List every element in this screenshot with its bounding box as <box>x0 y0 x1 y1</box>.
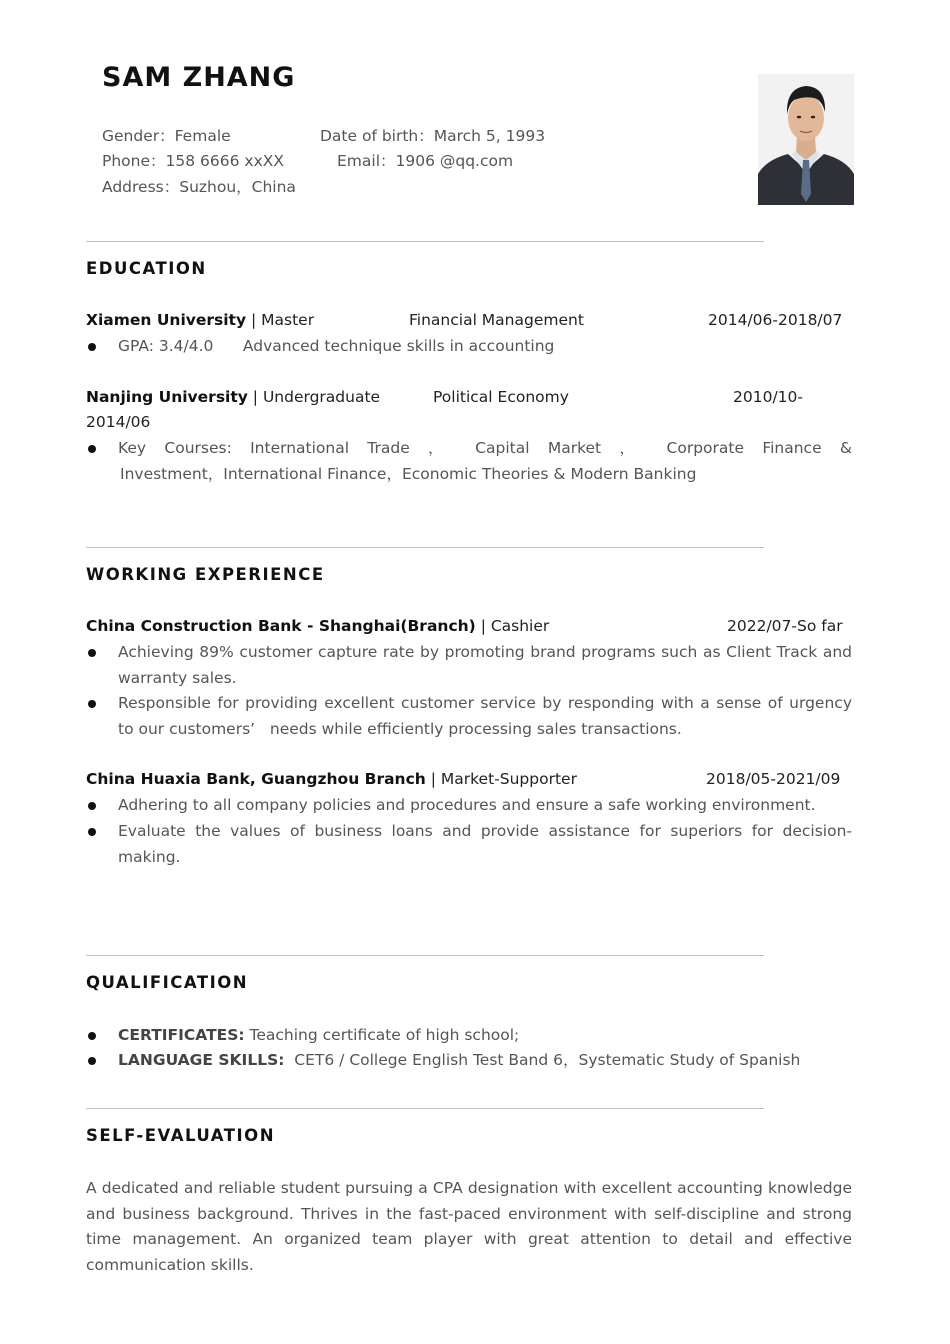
qualification-label: CERTIFICATES: <box>118 1026 245 1044</box>
bullet-icon <box>88 343 96 351</box>
education-dates: 2014/06-2018/07 <box>708 311 843 329</box>
email-field: Email：1906 @qq.com <box>337 152 514 170</box>
degree: | Master <box>246 311 315 329</box>
education-title: EDUCATION <box>86 259 207 278</box>
section-divider <box>86 241 764 242</box>
section-divider <box>86 1108 764 1109</box>
experience-title: WORKING EXPERIENCE <box>86 565 325 584</box>
education-dates-cont: 2014/06 <box>86 413 151 431</box>
job-dates: 2022/07-So far <box>727 617 843 635</box>
list-item: LANGUAGE SKILLS: CET6 / College English Test Band 6，Systematic Study of Spanish <box>86 1048 852 1074</box>
list-item: GPA: 3.4/4.0 Advanced technique skills in accounting <box>86 334 852 360</box>
company-name: China Huaxia Bank, Guangzhou Branch <box>86 770 426 788</box>
list-item: Adhering to all company policies and procedures and ensure a safe working environment. <box>86 793 852 819</box>
bullet-icon <box>88 649 96 657</box>
major: Political Economy <box>433 388 569 406</box>
school-name: Nanjing University <box>86 388 248 406</box>
education-dates: 2010/10- <box>733 388 803 406</box>
bullet-icon <box>88 445 96 453</box>
job-role: | Cashier <box>475 617 550 635</box>
bullet-icon <box>88 828 96 836</box>
profile-photo <box>758 74 854 205</box>
bullet-icon <box>88 802 96 810</box>
qualification-title: QUALIFICATION <box>86 973 249 992</box>
bullet-icon <box>88 1057 96 1065</box>
address-field: Address：Suzhou，China <box>102 178 296 196</box>
self-evaluation-text: A dedicated and reliable student pursuing a CPA designation with excellent accounting knowledge and business background. Thrives in the fast-paced environment with self-discipline and strong time management. An organized team player with great attention to detail and effective communication skills. <box>86 1179 852 1274</box>
bullet-icon <box>88 1032 96 1040</box>
self-evaluation-title: SELF-EVALUATION <box>86 1126 276 1145</box>
list-item: Key Courses: International Trade ， Capital Market ， Corporate Finance & Investment，International Finance，Economic Theories & Modern Banking <box>86 436 852 487</box>
list-item: CERTIFICATES: Teaching certificate of high school; <box>86 1023 852 1049</box>
phone-field: Phone：158 6666 xxXX <box>102 152 284 170</box>
section-divider <box>86 547 764 548</box>
degree: | Undergraduate <box>247 388 381 406</box>
dob-field: Date of birth：March 5, 1993 <box>320 127 546 145</box>
list-item: Responsible for providing excellent customer service by responding with a sense of urgency to our customers’ needs while efficiently processing sales transactions. <box>86 691 852 742</box>
major: Financial Management <box>409 311 584 329</box>
list-item: Evaluate the values of business loans and provide assistance for superiors for decision-making. <box>86 819 852 870</box>
job-role: | Market-Supporter <box>425 770 577 788</box>
school-name: Xiamen University <box>86 311 247 329</box>
qualification-label: LANGUAGE SKILLS: <box>118 1051 285 1069</box>
gender-field: Gender：Female <box>102 127 231 145</box>
job-dates: 2018/05-2021/09 <box>706 770 841 788</box>
candidate-name: SAM ZHANG <box>102 62 296 93</box>
section-divider <box>86 955 764 956</box>
list-item: Achieving 89% customer capture rate by promoting brand programs such as Client Track and warranty sales. <box>86 640 852 691</box>
bullet-icon <box>88 700 96 708</box>
company-name: China Construction Bank - Shanghai(Branch) <box>86 617 476 635</box>
